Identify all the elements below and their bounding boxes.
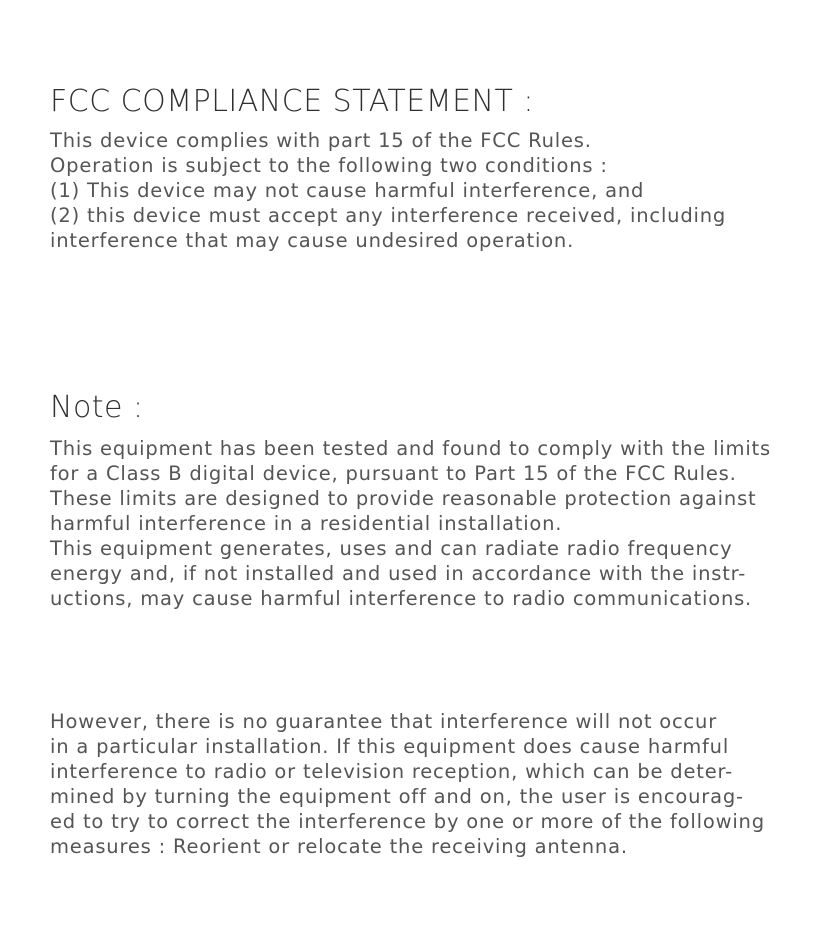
however-line: ed to try to correct the interference by one or more of the following [50, 810, 765, 833]
note-section [50, 390, 820, 611]
however-line: However, there is no guarantee that interference will not occur [50, 710, 718, 733]
note-paragraph [50, 436, 820, 611]
note-heading: Note : [50, 390, 144, 425]
note-line: This equipment generates, uses and can radiate radio frequency [50, 537, 733, 560]
note-line: These limits are designed to provide reasonable protection against [50, 487, 757, 510]
fcc-line: Operation is subject to the following two conditions : [50, 154, 608, 177]
fcc-compliance-section [50, 84, 820, 253]
however-paragraph [50, 709, 820, 859]
however-line: mined by turning the equipment off and on, the user is encourag- [50, 785, 744, 808]
however-section [50, 709, 820, 859]
note-line: harmful interference in a residential installation. [50, 512, 563, 535]
fcc-line: This device complies with part 15 of the FCC Rules. [50, 129, 592, 152]
however-line: in a particular installation. If this equipment does cause harmful [50, 735, 730, 758]
note-line: for a Class B digital device, pursuant to Part 15 of the FCC Rules. [50, 462, 737, 485]
fcc-line: (1) This device may not cause harmful interference, and [50, 179, 645, 202]
however-line: interference to radio or television reception, which can be deter- [50, 760, 733, 783]
fcc-line: (2) this device must accept any interference received, including [50, 204, 727, 227]
fcc-compliance-paragraph [50, 128, 820, 253]
note-line: energy and, if not installed and used in accordance with the instr- [50, 562, 747, 585]
note-line: uctions, may cause harmful interference to radio communications. [50, 587, 753, 610]
fcc-line: interference that may cause undesired operation. [50, 229, 575, 252]
however-line: measures : Reorient or relocate the receiving antenna. [50, 835, 628, 858]
fcc-compliance-heading: FCC COMPLIANCE STATEMENT : [50, 84, 534, 119]
note-line: This equipment has been tested and found to comply with the limits [50, 437, 771, 460]
